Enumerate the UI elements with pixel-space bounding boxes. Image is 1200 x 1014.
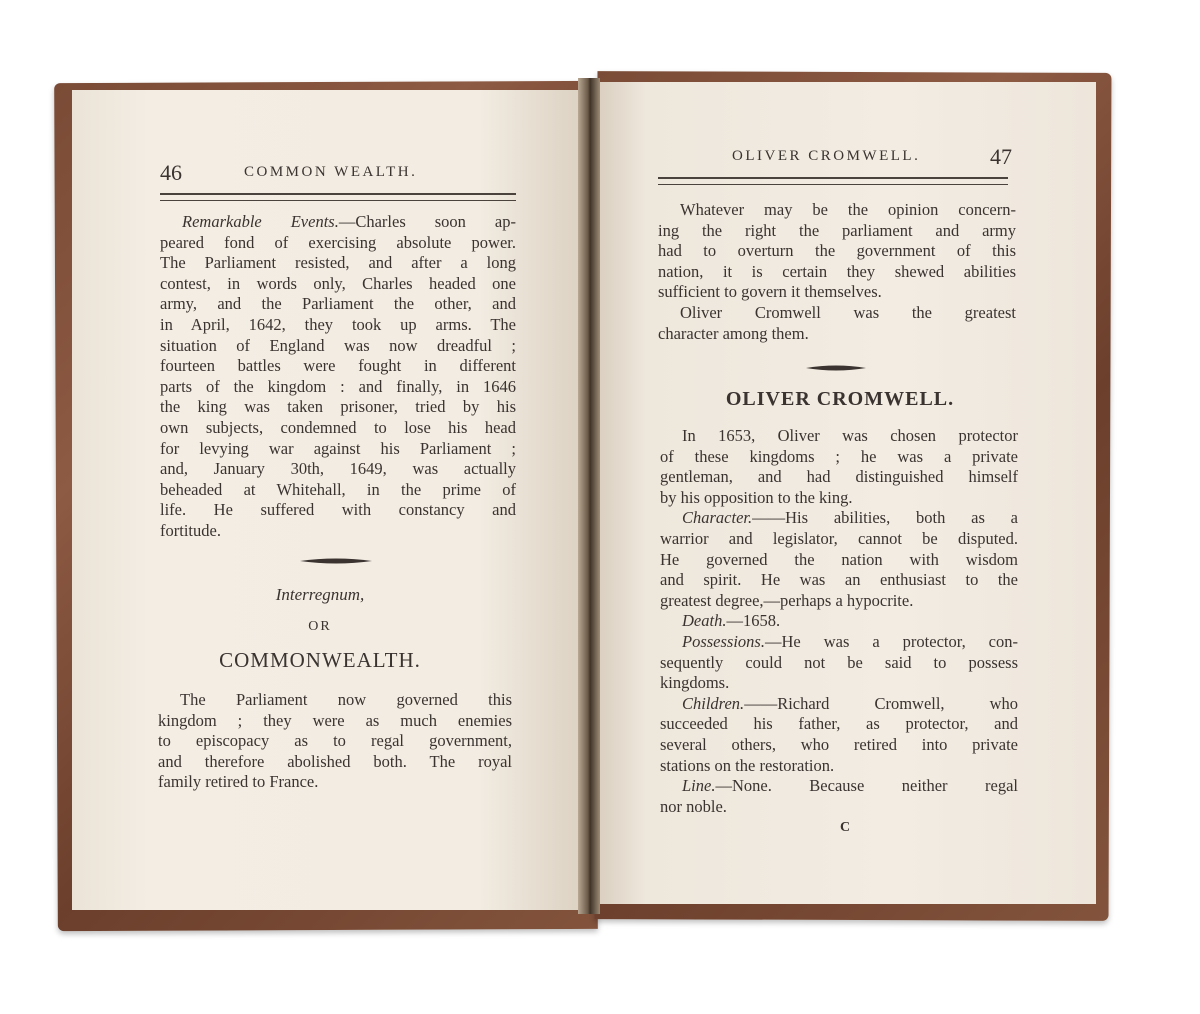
left-running-head: COMMON WEALTH. <box>244 164 418 180</box>
text-line: sequently could not be said to possess <box>660 652 1018 672</box>
text-line: situation of England was now dreadful ; <box>160 335 516 355</box>
text-line: by his opposition to the king. <box>660 487 853 507</box>
left-ornament-divider <box>300 556 372 566</box>
right-ornament-divider <box>806 363 866 373</box>
text-line: army, and the Parliament the other, and <box>160 294 516 314</box>
text-line <box>660 694 1018 715</box>
possessions-label: Possessions. <box>682 631 765 651</box>
line-text: —1658. <box>726 611 781 631</box>
right-header-rule <box>658 177 1008 185</box>
line-text: —He was a protector, con- <box>764 631 1018 651</box>
text-line: contest, in words only, Charles headed one <box>160 273 516 293</box>
left-section-remarkable-events <box>160 212 516 542</box>
text-line: to episcopacy as to regal government, <box>158 731 512 751</box>
text-line: parts of the kingdom : and finally, in 1646 <box>160 376 516 396</box>
text-line: The Parliament now governed this <box>180 690 512 709</box>
text-line <box>660 632 1018 653</box>
right-page-number: 47 <box>990 144 1012 169</box>
text-line: ing the right the parliament and army <box>658 220 1016 240</box>
text-line: beheaded at Whitehall, in the prime of <box>160 479 516 499</box>
signature-mark: C <box>839 820 851 835</box>
text-line: for levying war against his Parliament ; <box>160 438 516 458</box>
text-line: nor noble. <box>660 796 727 816</box>
right-body <box>660 426 1018 817</box>
left-header-rule <box>160 193 516 201</box>
text-line: and, January 30th, 1649, was actually <box>160 459 516 479</box>
text-line: In 1653, Oliver was chosen protector <box>682 426 1018 445</box>
line-text: —Charles soon ap- <box>338 212 516 231</box>
line-label: Line. <box>682 776 716 796</box>
line-text: ——His abilities, both as a <box>752 508 1018 528</box>
text-line: sufficient to govern it themselves. <box>658 282 882 302</box>
left-page-number: 46 <box>160 160 182 185</box>
character-label: Character. <box>682 508 753 528</box>
chapter-title: OLIVER CROMWELL. <box>725 388 955 410</box>
text-line: Whatever may be the opinion concern- <box>680 200 1016 219</box>
text-line: family retired to France. <box>158 772 319 792</box>
interregnum-heading: Interregnum, <box>275 585 365 604</box>
text-line: He governed the nation with wisdom <box>660 549 1018 569</box>
text-line: and therefore abolished both. The royal <box>158 751 512 771</box>
text-line <box>660 508 1018 529</box>
text-line: character among them. <box>658 323 809 343</box>
text-line: gentleman, and had distinguished himself <box>660 467 1018 487</box>
text-line: fourteen battles were fought in different <box>160 356 516 376</box>
text-line <box>160 212 516 233</box>
text-line: greatest degree,—perhaps a hypocrite. <box>660 590 914 610</box>
left-section-commonwealth <box>158 690 512 793</box>
line-text: —None. Because neither regal <box>715 776 1018 796</box>
text-line: in April, 1642, they took up arms. The <box>160 314 516 334</box>
text-line: of these kingdoms ; he was a private <box>660 446 1018 466</box>
text-line: the king was taken prisoner, tried by his <box>160 397 516 417</box>
text-line: warrior and legislator, cannot be disputed. <box>660 528 1018 548</box>
text-line: kingdom ; they were as much enemies <box>158 710 512 730</box>
right-intro-paragraph <box>658 200 1016 344</box>
commonwealth-heading: COMMONWEALTH. <box>219 648 421 672</box>
book-spine-gutter <box>578 78 600 914</box>
text-line: The Parliament resisted, and after a long <box>160 253 516 273</box>
text-line: fortitude. <box>160 520 221 540</box>
text-line: Oliver Cromwell was the greatest <box>680 302 1016 322</box>
text-line: had to overturn the government of this <box>658 241 1016 261</box>
text-line: life. He suffered with constancy and <box>160 500 516 520</box>
children-label: Children. <box>682 693 745 713</box>
text-line: succeeded his father, as protector, and <box>660 714 1018 734</box>
or-heading: OR <box>308 619 332 634</box>
text-line: peared fond of exercising absolute power. <box>160 232 516 252</box>
text-line: and spirit. He was an enthusiast to the <box>660 570 1018 590</box>
right-running-head: OLIVER CROMWELL. <box>732 148 921 164</box>
text-line: several others, who retired into private <box>660 734 1018 754</box>
text-line <box>660 776 1018 797</box>
section-label: Remarkable Events. <box>182 212 339 231</box>
text-line: nation, it is certain they shewed abilities <box>658 261 1016 281</box>
text-line: stations on the restoration. <box>660 755 835 775</box>
line-text: ——Richard Cromwell, who <box>744 693 1018 713</box>
text-line: kingdoms. <box>660 673 730 693</box>
text-line <box>660 611 1018 632</box>
death-label: Death. <box>682 611 727 631</box>
text-line: own subjects, condemned to lose his head <box>160 417 516 437</box>
